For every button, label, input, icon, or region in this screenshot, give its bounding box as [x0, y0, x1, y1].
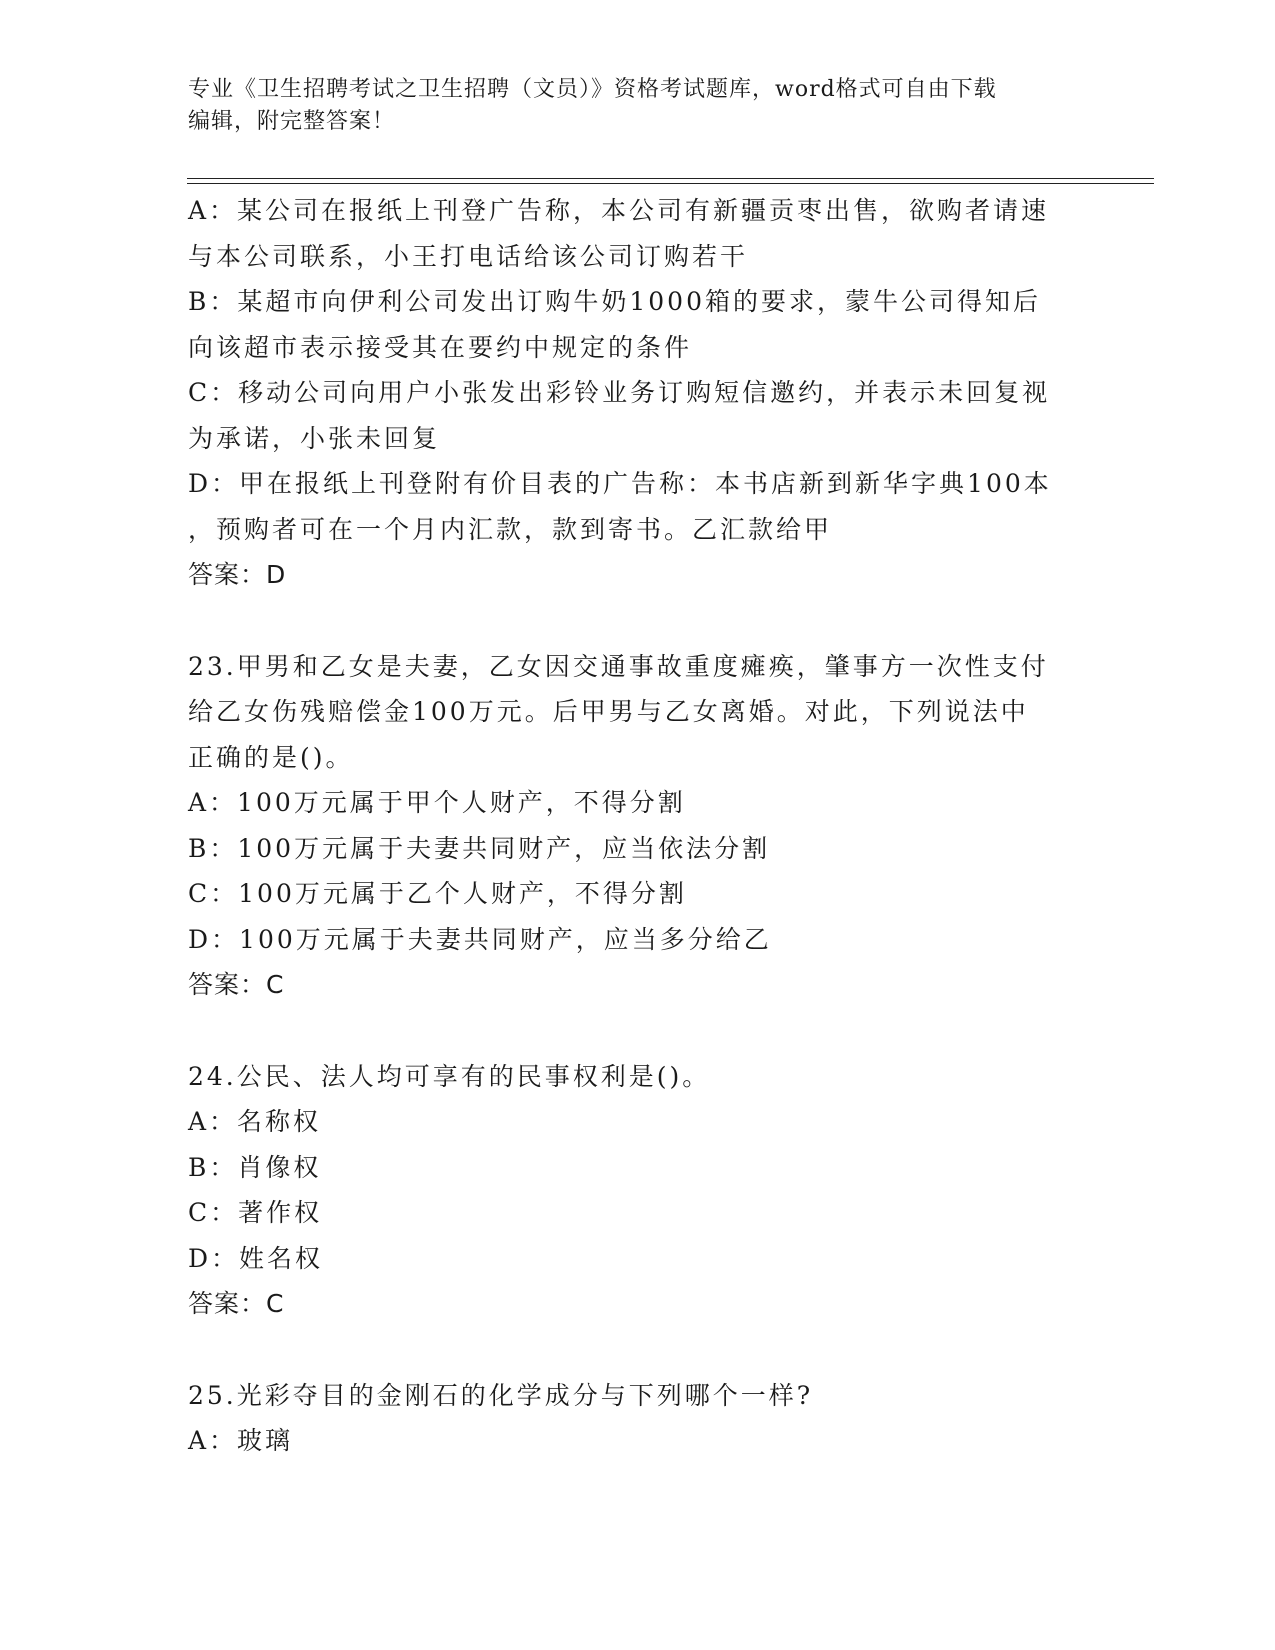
- header-rule-top: [187, 178, 1154, 179]
- option-line: 为承诺，小张未回复: [188, 423, 441, 453]
- option-c: C：100万元属于乙个人财产，不得分割: [188, 879, 687, 908]
- option-line: C：移动公司向用户小张发出彩铃业务订购短信邀约，并表示未回复视: [188, 378, 1051, 407]
- document-header: [188, 74, 1078, 138]
- question-24: [188, 1054, 1088, 1327]
- option-b: B：100万元属于夫妻共同财产，应当依法分割: [188, 833, 771, 863]
- question-spacer: [188, 1008, 1088, 1054]
- header-line-1: 专业《卫生招聘考试之卫生招聘（文员）》资格考试题库，word格式可自由下载: [188, 77, 997, 102]
- question-spacer: [188, 598, 1088, 644]
- option-line: A：某公司在报纸上刊登广告称，本公司有新疆贡枣出售，欲购者请速: [188, 196, 1050, 225]
- option-b: B：肖像权: [188, 1152, 322, 1182]
- option-d: D：100万元属于夫妻共同财产，应当多分给乙: [188, 924, 772, 954]
- option-line: 与本公司联系，小王打电话给该公司订购若干: [188, 241, 749, 271]
- question-23: [188, 644, 1088, 1008]
- option-a: A：名称权: [188, 1107, 322, 1136]
- answer-text: 答案：C: [188, 970, 285, 999]
- answer-text: 答案：D: [188, 560, 287, 589]
- question-stem-line: 给乙女伤残赔偿金100万元。后甲男与乙女离婚。对此，下列说法中: [188, 697, 1029, 726]
- question-25: [188, 1373, 1088, 1464]
- answer-text: 答案：C: [188, 1289, 285, 1318]
- option-line: B：某超市向伊利公司发出订购牛奶1000箱的要求，蒙牛公司得知后: [188, 287, 1041, 316]
- header-line-2: 编辑，附完整答案！: [188, 109, 396, 134]
- option-line: ，预购者可在一个月内汇款，款到寄书。乙汇款给甲: [188, 514, 833, 544]
- question-stem-line: 正确的是()。: [188, 742, 354, 772]
- option-d: D：姓名权: [188, 1243, 324, 1273]
- question-stem: 25.光彩夺目的金刚石的化学成分与下列哪个一样?: [188, 1380, 814, 1410]
- option-line: D：甲在报纸上刊登附有价目表的广告称：本书店新到新华字典100本: [188, 469, 1052, 498]
- header-rule-bottom: [187, 183, 1154, 184]
- previous-question: [188, 188, 1088, 598]
- question-stem: 24.公民、法人均可享有的民事权利是()。: [188, 1061, 711, 1091]
- question-content: [188, 188, 1088, 1464]
- option-line: 向该超市表示接受其在要约中规定的条件: [188, 332, 693, 362]
- option-a: A：100万元属于甲个人财产，不得分割: [188, 788, 686, 817]
- option-a: A：玻璃: [188, 1426, 294, 1455]
- question-spacer: [188, 1327, 1088, 1373]
- question-stem-line: 23.甲男和乙女是夫妻，乙女因交通事故重度瘫痪，肇事方一次性支付: [188, 651, 1049, 681]
- option-c: C：著作权: [188, 1198, 323, 1227]
